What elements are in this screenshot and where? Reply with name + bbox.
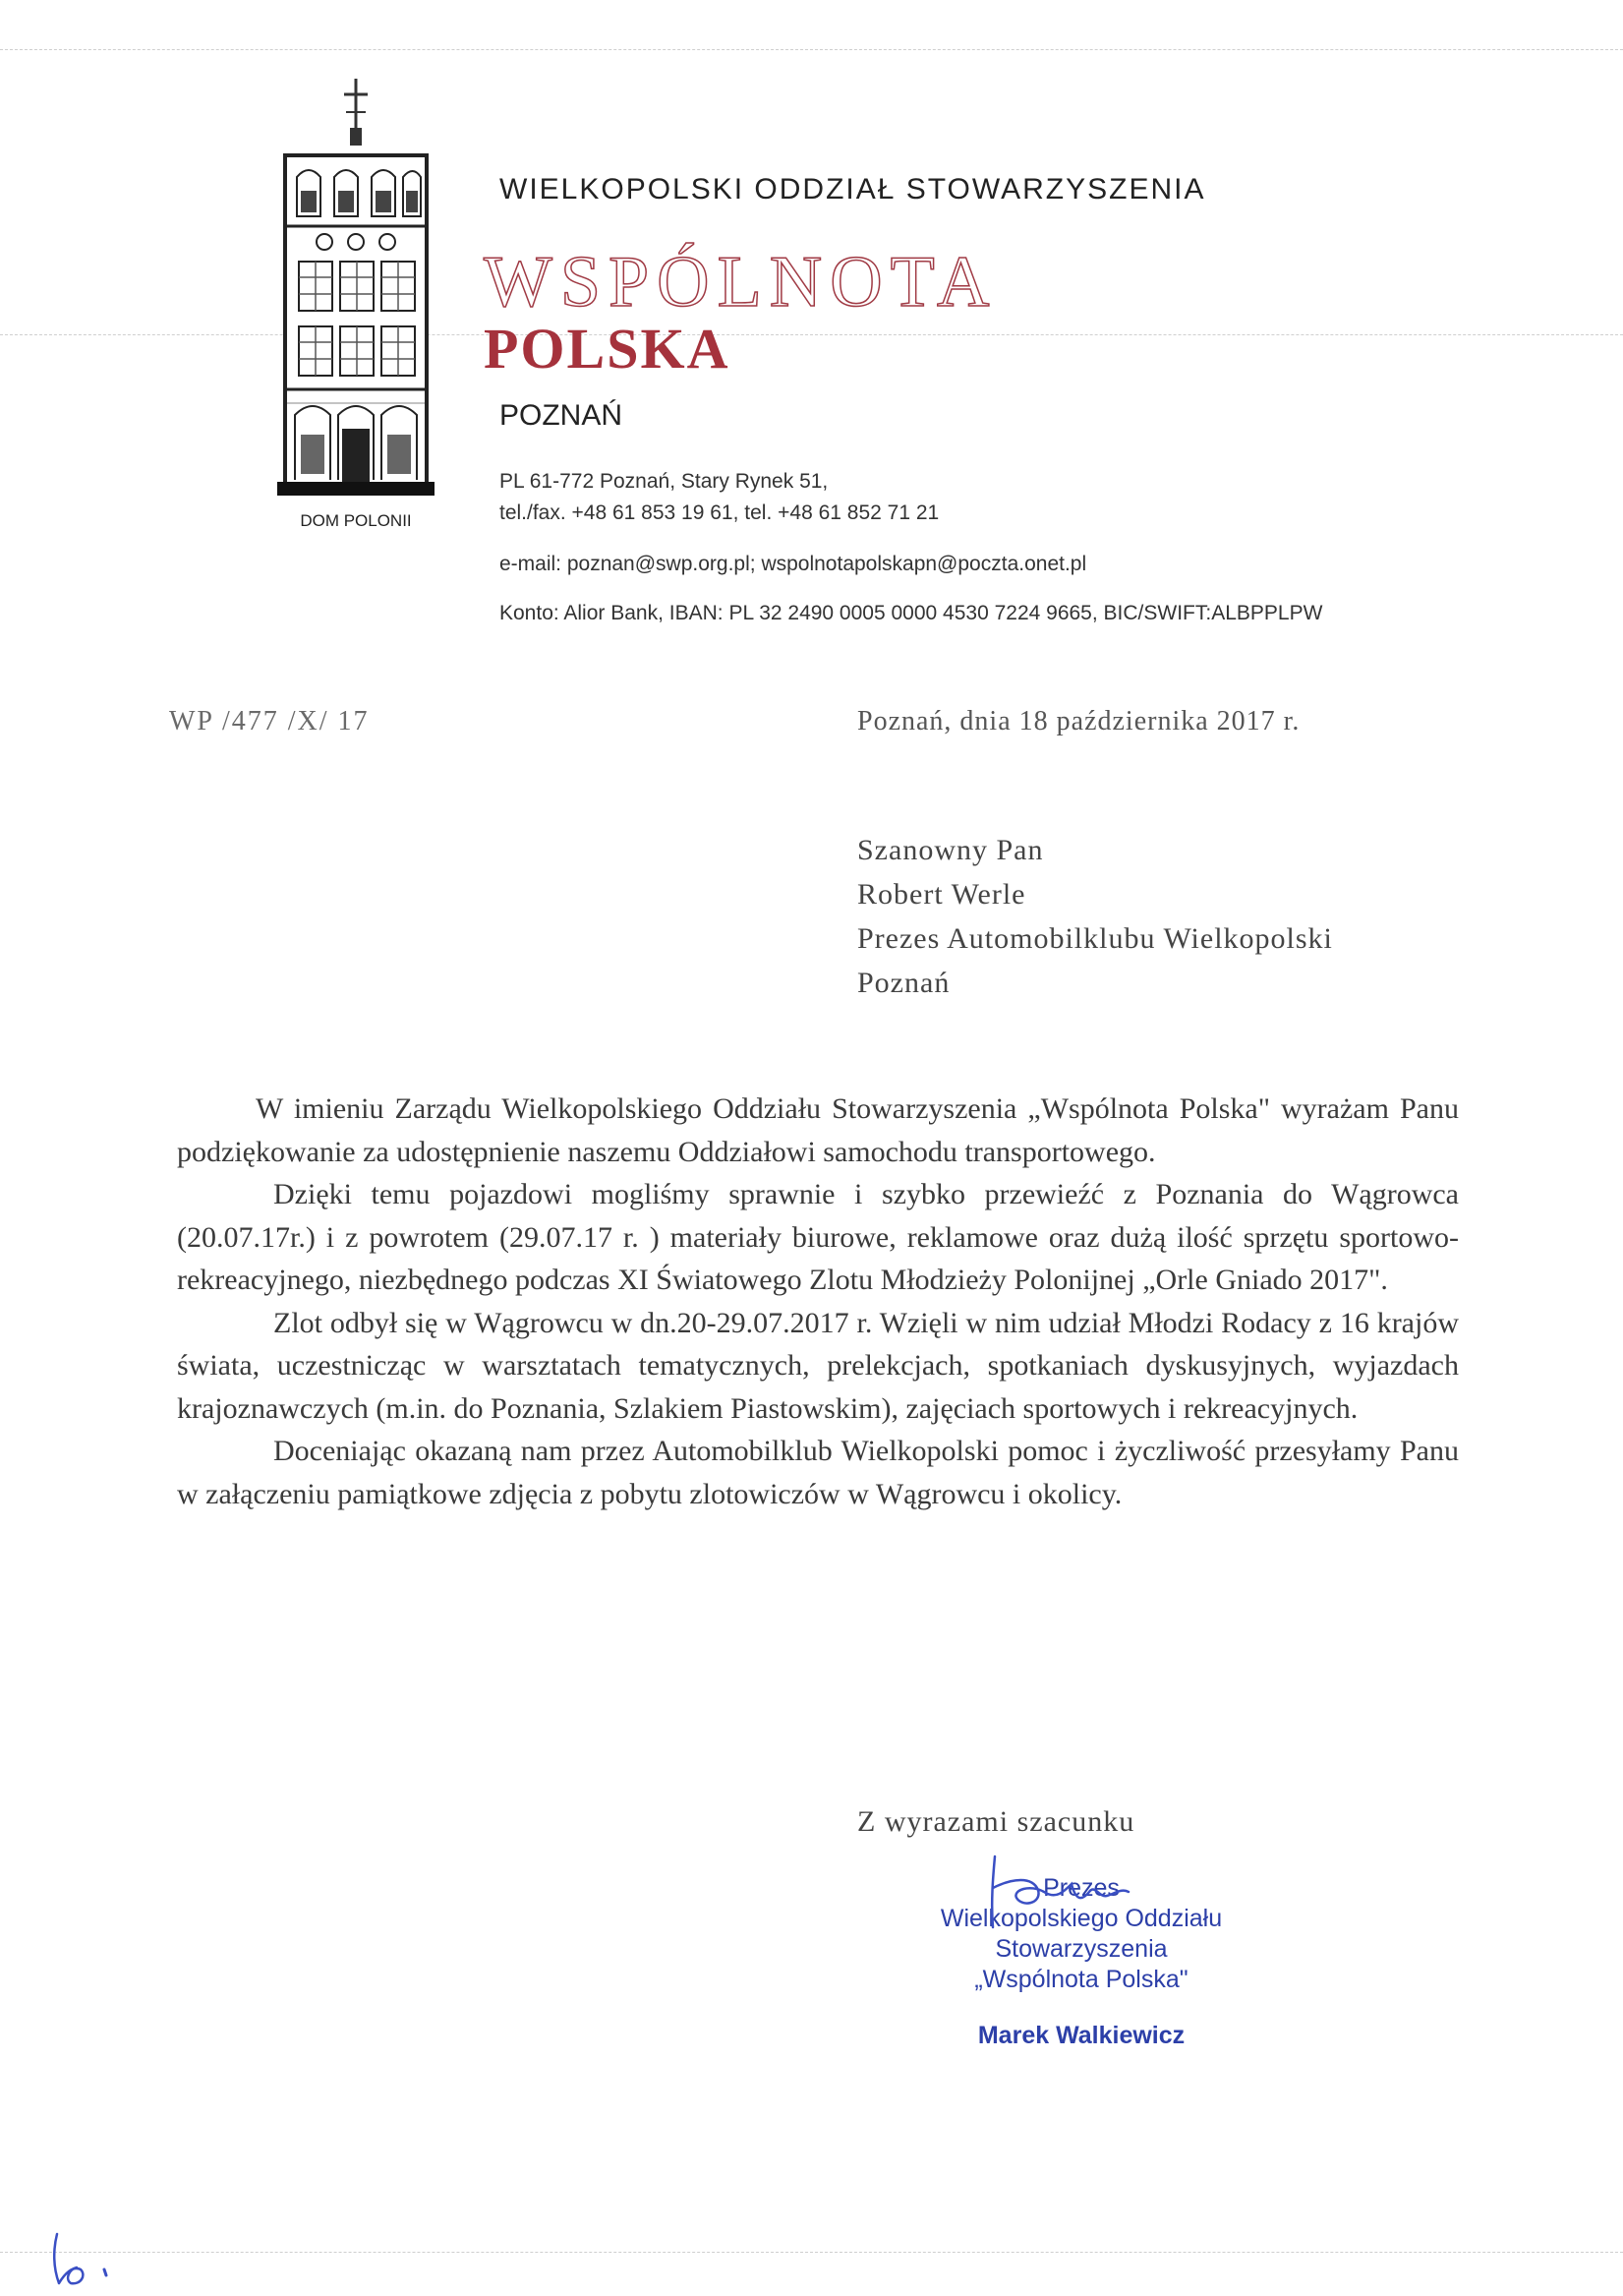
org-name-line2: POLSKA — [484, 317, 730, 381]
body-paragraph: Zlot odbył się w Wągrowcu w dn.20-29.07.2017 r. Wzięli w nim udział Młodzi Rodacy z 16 krajów świata, uczestnicząc w warsztatach tematycznych, prelekcjach, spotkaniach dyskusyjnych, wyjazdach krajoznawczych (m.in. do Poznania, Szlakiem Piastowskim), zajęciach sportowych i rekreacyjnych. — [177, 1306, 1459, 1425]
recipient-salutation: Szanowny Pan — [857, 834, 1044, 866]
closing-phrase: Z wyrazami szacunku — [857, 1805, 1135, 1838]
letter-date: Poznań, dnia 18 października 2017 r. — [857, 706, 1301, 736]
body-paragraph: W imieniu Zarządu Wielkopolskiego Oddziału Stowarzyszenia „Wspólnota Polska" wyrażam Panu podziękowanie za udostępnienie naszemu Oddziałowi samochodu transportowego. — [177, 1092, 1459, 1168]
handwritten-signature — [973, 1849, 1170, 1937]
scan-artifact-fold — [0, 334, 1623, 335]
letter-body — [177, 1088, 1459, 1515]
org-line: WIELKOPOLSKI ODDZIAŁ STOWARZYSZENIA — [499, 173, 1206, 206]
stamp-line-org: Wielkopolskiego Oddziału — [940, 1905, 1223, 1932]
recipient-title: Prezes Automobilklubu Wielkopolski — [857, 922, 1333, 955]
phone-line: tel./fax. +48 61 853 19 61, tel. +48 61 852 71 21 — [499, 501, 940, 524]
account-line: Konto: Alior Bank, IBAN: PL 32 2490 0005 0000 4530 7224 9665, BIC/SWIFT:ALBPPLPW — [499, 602, 1323, 624]
stamp-line-assoc: Stowarzyszenia — [995, 1935, 1168, 1963]
email-line: e-mail: poznan@swp.org.pl; wspolnotapolskapn@poczta.onet.pl — [499, 553, 1087, 575]
scan-artifact-bottom — [0, 2252, 1623, 2253]
org-city: POZNAŃ — [499, 399, 623, 432]
recipient-city: Poznań — [857, 967, 951, 999]
address-line: PL 61-772 Poznań, Stary Rynek 51, — [499, 470, 829, 493]
body-paragraph: Dzięki temu pojazdowi mogliśmy sprawnie i szybko przewieźć z Poznania do Wągrowca (20.07.17r.) i z powrotem (29.07.17 r. ) materiały biurowe, reklamowe oraz dużą ilość sprzętu sportowo-rekreacyjnego, niezbędnego podczas XI Światowego Zlotu Młodzieży Polonijnej „Orle Gniado 2017". — [177, 1178, 1459, 1296]
handwritten-page-number — [47, 2230, 126, 2289]
recipient-block — [857, 828, 1333, 1005]
stamp-signatory: Marek Walkiewicz — [977, 2022, 1186, 2049]
recipient-name: Robert Werle — [857, 878, 1026, 911]
logo-caption: DOM POLONII — [300, 511, 412, 530]
dom-polonii-building-icon — [277, 69, 435, 531]
body-paragraph: Doceniając okazaną nam przez Automobilklub Wielkopolski pomoc i życzliwość przesyłamy Panu w załączeniu pamiątkowe zdjęcia z pobytu zlotowiczów w Wągrowcu i okolicy. — [177, 1435, 1459, 1510]
org-name-line1: WSPÓLNOTA — [484, 242, 998, 323]
stamp-line-title: Prezes — [1043, 1874, 1120, 1902]
reference-number: WP /477 /X/ 17 — [169, 706, 370, 736]
scan-artifact-top — [0, 49, 1623, 50]
stamp-line-name: „Wspólnota Polska" — [974, 1966, 1188, 1993]
